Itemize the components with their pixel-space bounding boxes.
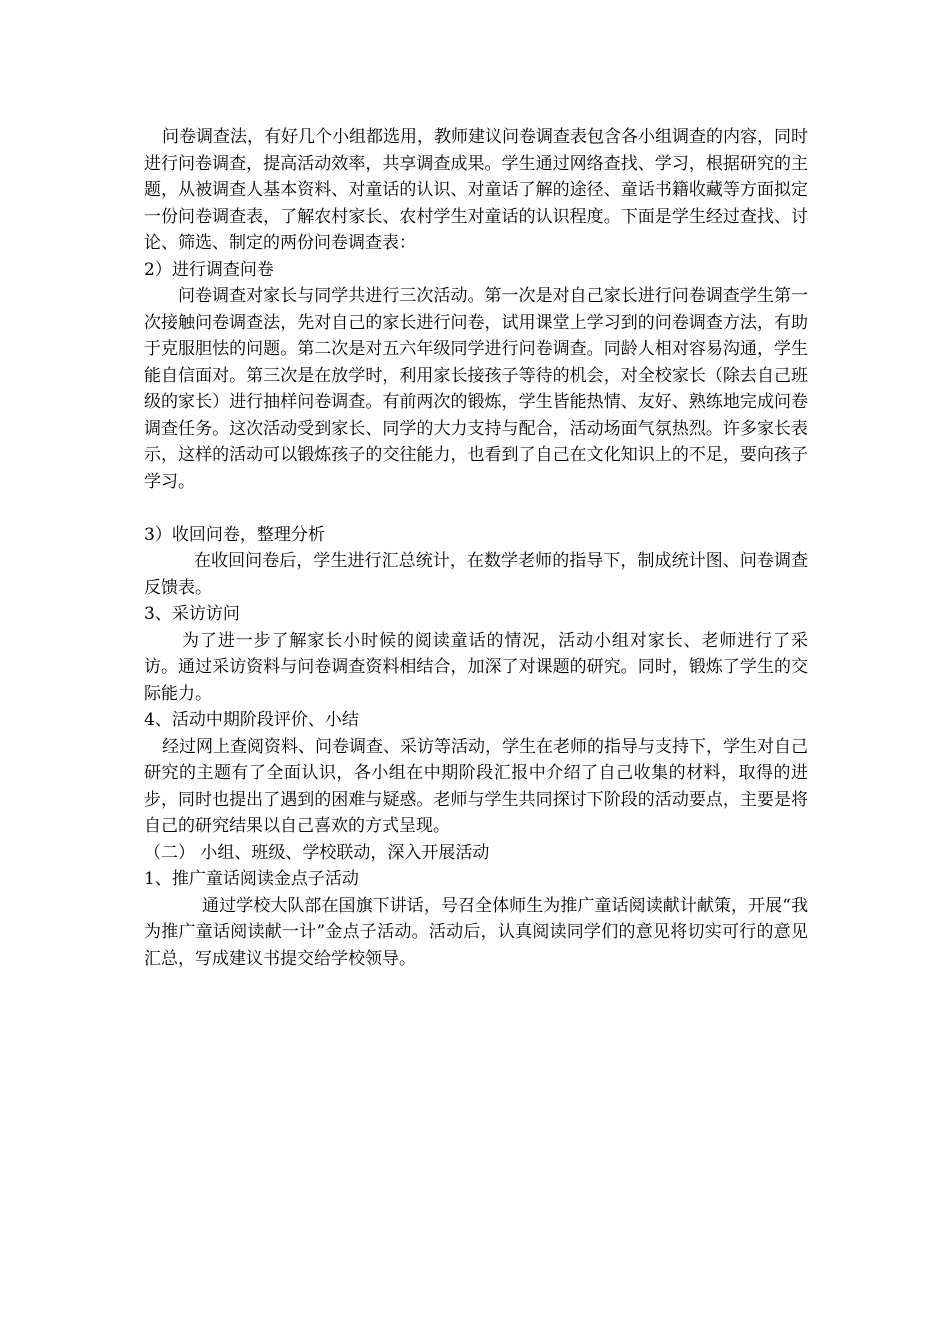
heading-interviews: 3、采访访问 — [144, 604, 240, 624]
heading-collect-analyze: 3）收回问卷，整理分析 — [144, 524, 325, 545]
paragraph-midterm-evaluation: 经过网上查阅资料、问卷调查、采访等活动，学生在老师的指导与支持下，学生对自己研究的主题有了全面认识，各小组在中期阶段汇报中介绍了自己收集的材料，取得的进步，同时也提出了遇到的困难与疑惑。老师与学生共同探讨下阶段的活动要点，主要是将自己的研究结果以自己喜欢的方式呈现。 — [144, 736, 808, 836]
paragraph-golden-ideas: 通过学校大队部在国旗下讲话，号召全体师生为推广童话阅读献计献策，开展“我为推广童话阅读献一计”金点子活动。活动后，认真阅读同学们的意见将切实可行的意见汇总，写成建议书提交给学校领导。 — [144, 895, 808, 969]
document-body — [144, 124, 808, 972]
heading-golden-ideas: 1、推广童话阅读金点子活动 — [144, 869, 359, 889]
heading-midterm-evaluation: 4、活动中期阶段评价、小结 — [144, 710, 359, 730]
heading-conduct-survey: 2）进行调查问卷 — [144, 259, 274, 280]
heading-section-two: （二） 小组、班级、学校联动，深入开展活动 — [144, 842, 490, 863]
blank-line — [144, 495, 808, 522]
paragraph-questionnaire-method: 问卷调查法，有好几个小组都选用，教师建议问卷调查表包含各小组调查的内容，同时进行问卷调查，提高活动效率，共享调查成果。学生通过网络查找、学习，根据研究的主题，从被调查人基本资料、对童话的认识、对童话了解的途径、童话书籍收藏等方面拟定一份问卷调查表，了解农村家长、农村学生对童话的认识程度。下面是学生经过查找、讨论、筛选、制定的两份问卷调查表： — [144, 127, 808, 253]
paragraph-survey-activities: 问卷调查对家长与同学共进行三次活动。第一次是对自己家长进行问卷调查学生第一次接触问卷调查法，先对自己的家长进行问卷，试用课堂上学习到的问卷调查方法，有助于克服胆怯的问题。第二次是对五六年级同学进行问卷调查。同龄人相对容易沟通，学生能自信面对。第三次是在放学时，利用家长接孩子等待的机会，对全校家长（除去自己班级的家长）进行抽样问卷调查。有前两次的锻炼，学生皆能热情、友好、熟练地完成问卷调查任务。这次活动受到家长、同学的大力支持与配合，活动场面气氛热烈。许多家长表示，这样的活动可以锻炼孩子的交往能力，也看到了自己在文化知识上的不足，要向孩子学习。 — [144, 286, 808, 492]
paragraph-collect-analyze: 在收回问卷后，学生进行汇总统计，在数学老师的指导下，制成统计图、问卷调查反馈表。 — [144, 551, 808, 598]
paragraph-interviews: 为了进一步了解家长小时候的阅读童话的情况，活动小组对家长、老师进行了采访。通过采访资料与问卷调查资料相结合，加深了对课题的研究。同时，锻炼了学生的交际能力。 — [144, 630, 808, 704]
